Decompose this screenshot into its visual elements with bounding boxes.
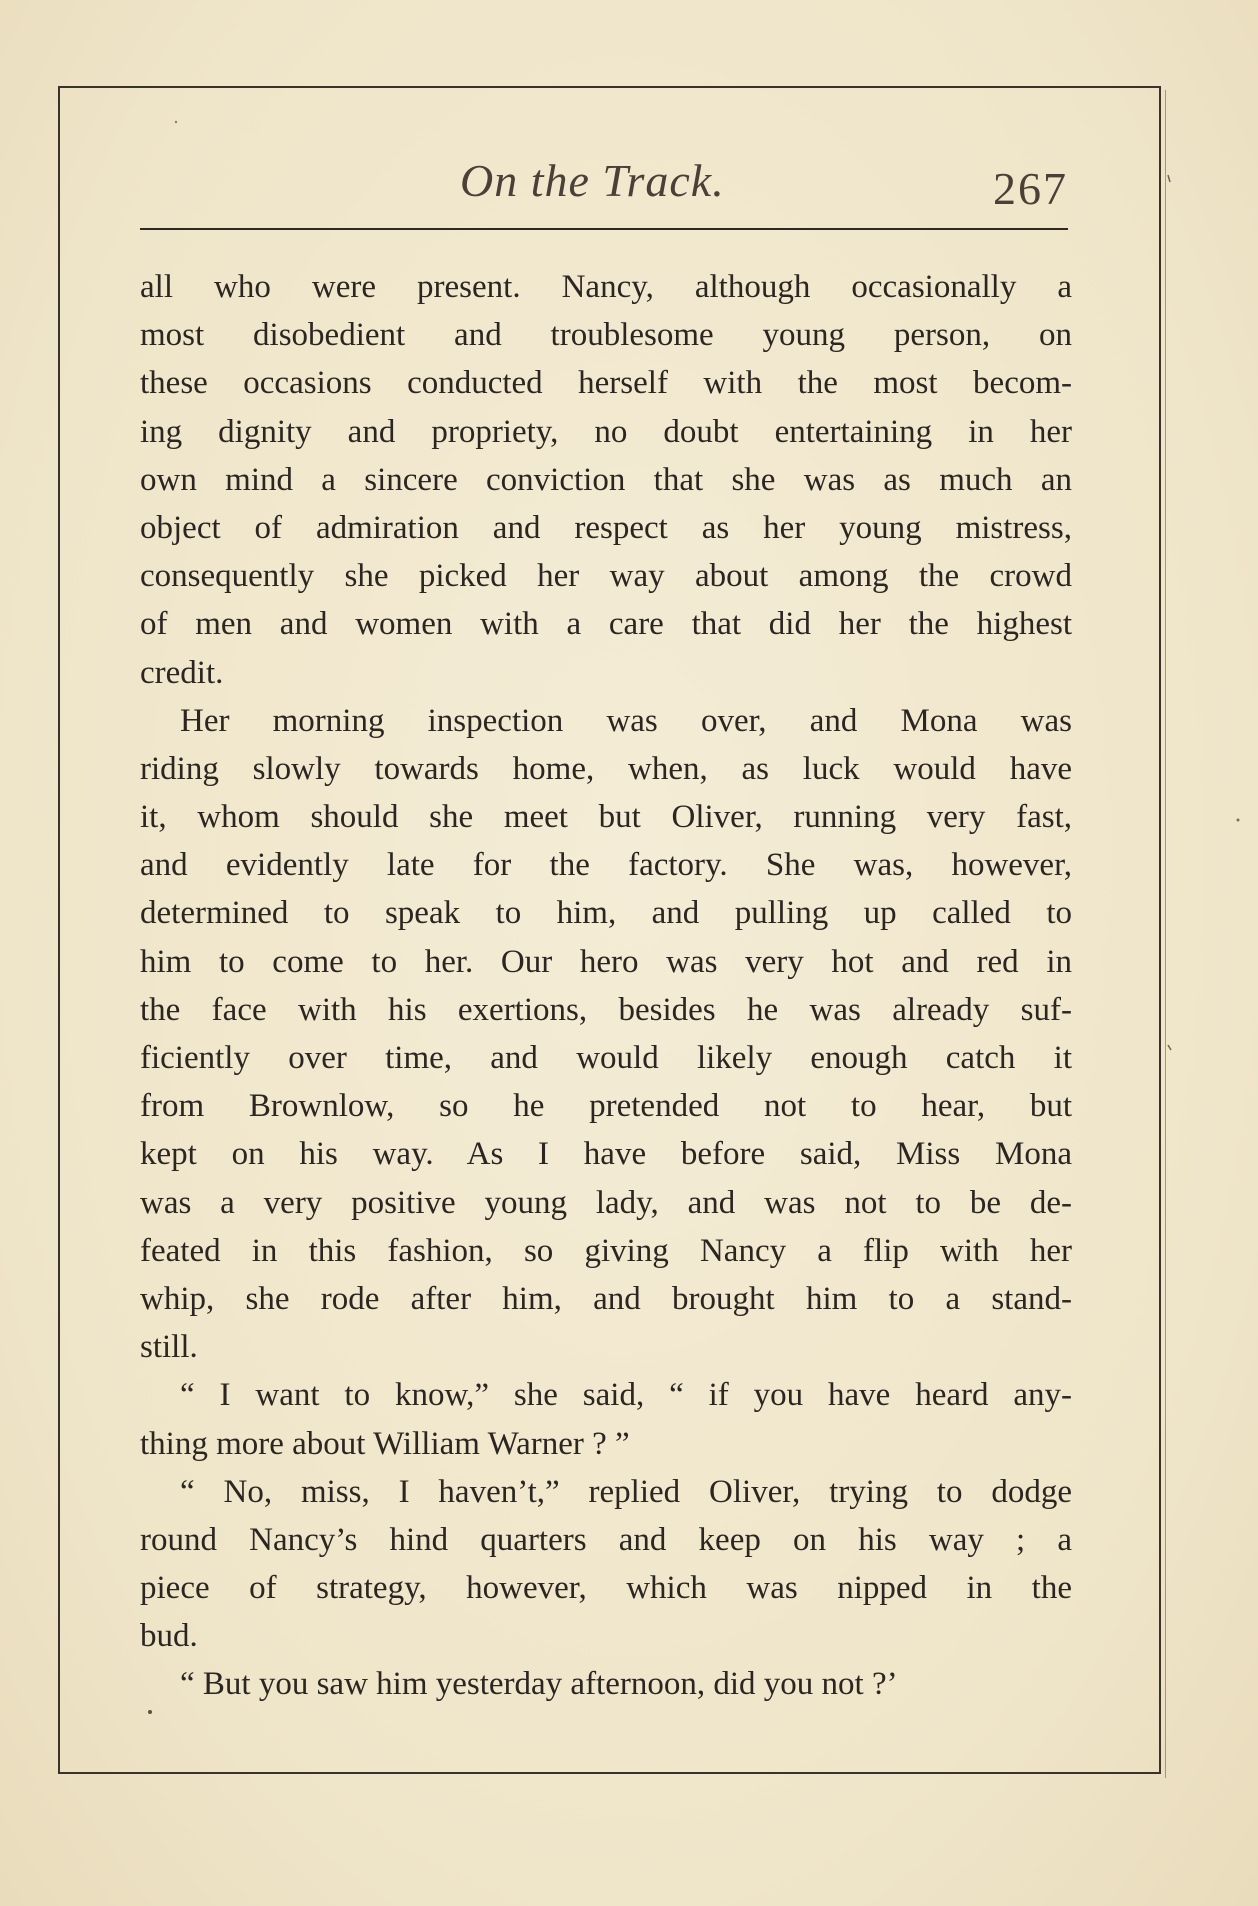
speck (1168, 1045, 1171, 1050)
text-line: still. (140, 1329, 198, 1366)
text-line: consequently she picked her way about among the crowd (140, 558, 1072, 595)
header-rule (140, 228, 1068, 230)
text-line: feated in this fashion, so giving Nancy a flip with her (140, 1232, 1072, 1269)
text-line: most disobedient and troublesome young person, on (140, 317, 1072, 354)
text-line: round Nancy’s hind quarters and keep on his way ; a (140, 1521, 1072, 1558)
text-line: kept on his way. As I have before said, Miss Mona (140, 1136, 1072, 1173)
page-border-shadow (1165, 90, 1166, 1778)
text-line: object of admiration and respect as her young mistress, (140, 509, 1072, 546)
text-line: bud. (140, 1618, 198, 1655)
text-line: “ No, miss, I haven’t,” replied Oliver, trying to dodge (180, 1473, 1072, 1510)
text-line: these occasions conducted herself with the most becom- (140, 365, 1072, 402)
text-line: ficiently over time, and would likely enough catch it (140, 1040, 1072, 1076)
text-line: thing more about William Warner ? ” (140, 1425, 630, 1462)
text-line: it, whom should she meet but Oliver, running very fast, (140, 799, 1072, 836)
text-line: the face with his exertions, besides he was already suf- (140, 991, 1072, 1028)
speck (1237, 819, 1240, 822)
body-text (140, 263, 1072, 1709)
text-line: of men and women with a care that did her the highest (140, 606, 1072, 643)
speck (1168, 175, 1170, 182)
text-line: him to come to her. Our hero was very hot and red in (140, 943, 1072, 980)
text-line: ing dignity and propriety, no doubt entertaining in her (140, 413, 1072, 450)
text-line: riding slowly towards home, when, as luck would have (140, 750, 1072, 787)
text-line: Her morning inspection was over, and Mona was (180, 702, 1072, 739)
text-line: “ I want to know,” she said, “ if you have heard any- (180, 1377, 1072, 1414)
text-line: determined to speak to him, and pulling up called to (140, 895, 1072, 932)
text-line: all who were present. Nancy, although occasionally a (140, 269, 1072, 305)
running-header (140, 150, 1068, 222)
text-line: “ But you saw him yesterday afternoon, did you not ?’ (180, 1666, 898, 1703)
text-line: credit. (140, 654, 224, 691)
text-line: and evidently late for the factory. She was, however, (140, 847, 1072, 884)
text-line: own mind a sincere conviction that she was as much an (140, 461, 1072, 498)
text-line: from Brownlow, so he pretended not to hear, but (140, 1088, 1072, 1125)
text-line: was a very positive young lady, and was not to be de- (140, 1184, 1072, 1221)
page-number: 267 (993, 163, 1068, 214)
text-line: piece of strategy, however, which was nipped in the (140, 1570, 1072, 1607)
text-line: whip, she rode after him, and brought him to a stand- (140, 1280, 1072, 1317)
running-title: On the Track. (460, 155, 725, 206)
